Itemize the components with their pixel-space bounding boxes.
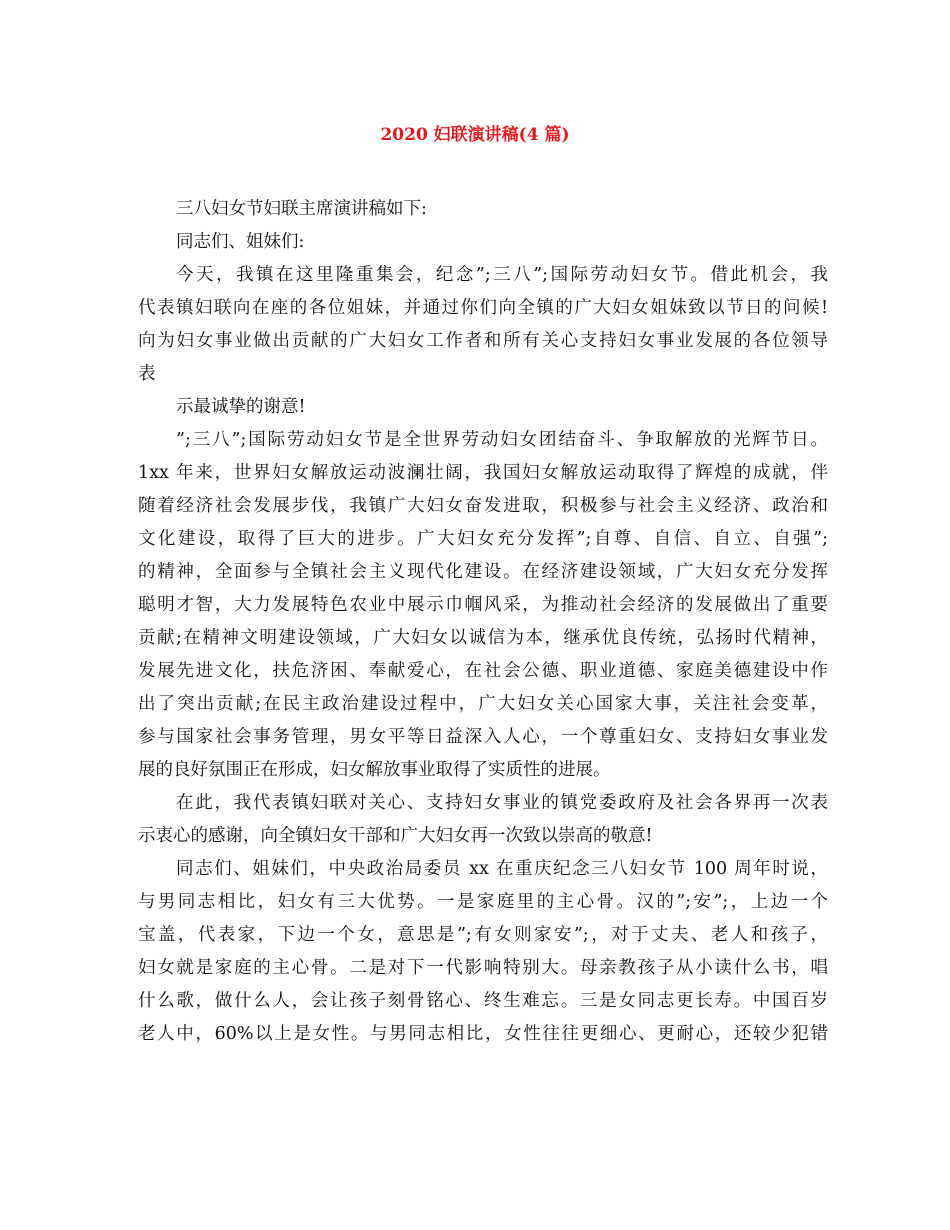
body-line: 在此，我代表镇妇联对关心、支持妇女事业的镇党委政府及社会各界再一次表 (176, 793, 828, 813)
body-line: 的精神，全面参与全镇社会主义现代化建设。在经济建设领域，广大妇女充分发挥 (138, 562, 828, 582)
body-line: ”;三八”;国际劳动妇女节是全世界劳动妇女团结奋斗、争取解放的光辉节日。 (176, 430, 828, 450)
body-line: 1xx 年来，世界妇女解放运动波澜壮阔，我国妇女解放运动取得了辉煌的成就，伴 (138, 463, 828, 483)
body-line: 今天，我镇在这里隆重集会，纪念”;三八”;国际劳动妇女节。借此机会，我 (176, 265, 828, 285)
body-line: 贡献;在精神文明建设领域，广大妇女以诚信为本，继承优良传统，弘扬时代精神， (138, 628, 828, 648)
body-line: 宝盖，代表家，下边一个女，意思是”;有女则家安”;，对于丈夫、老人和孩子， (138, 925, 828, 945)
body-line: 向为妇女事业做出贡献的广大妇女工作者和所有关心支持妇女事业发展的各位领导 (138, 331, 828, 351)
body-line: 展的良好氛围正在形成，妇女解放事业取得了实质性的进展。 (138, 760, 611, 780)
body-line: 与男同志相比，妇女有三大优势。一是家庭里的主心骨。汉的”;安”;，上边一个 (138, 892, 828, 912)
body-line: 代表镇妇联向在座的各位姐妹，并通过你们向全镇的广大妇女姐妹致以节日的问候! (138, 298, 828, 318)
document-title: 2020 妇联演讲稿(4 篇) (380, 125, 570, 145)
body-line: 同志们、姐妹们: (176, 232, 305, 252)
body-line: 老人中，60%以上是女性。与男同志相比，女性往往更细心、更耐心，还较少犯错 (138, 1024, 828, 1044)
body-line: 出了突出贡献;在民主政治建设过程中，广大妇女关心国家大事，关注社会变革， (138, 694, 828, 714)
body-line: 聪明才智，大力发展特色农业中展示巾帼风采，为推动社会经济的发展做出了重要 (138, 595, 828, 615)
body-line: 随着经济社会发展步伐，我镇广大妇女奋发进取，积极参与社会主义经济、政治和 (138, 496, 828, 516)
body-line: 示衷心的感谢，向全镇妇女干部和广大妇女再一次致以崇高的敬意! (138, 826, 653, 846)
body-line: 文化建设，取得了巨大的进步。广大妇女充分发挥”;自尊、自信、自立、自强”; (138, 529, 828, 549)
body-line: 什么歌，做什么人，会让孩子刻骨铭心、终生难忘。三是女同志更长寿。中国百岁 (138, 991, 828, 1011)
body-line: 妇女就是家庭的主心骨。二是对下一代影响特别大。母亲教孩子从小读什么书，唱 (138, 958, 828, 978)
document-body (138, 193, 828, 1051)
body-line: 三八妇女节妇联主席演讲稿如下: (176, 199, 427, 219)
body-line: 同志们、姐妹们，中央政治局委员 xx 在重庆纪念三八妇女节 100 周年时说， (176, 859, 828, 879)
body-line: 示最诚挚的谢意! (176, 397, 306, 417)
body-line: 表 (138, 364, 156, 384)
body-line: 发展先进文化，扶危济困、奉献爱心，在社会公德、职业道德、家庭美德建设中作 (138, 661, 828, 681)
body-line: 参与国家社会事务管理，男女平等日益深入人心，一个尊重妇女、支持妇女事业发 (138, 727, 828, 747)
